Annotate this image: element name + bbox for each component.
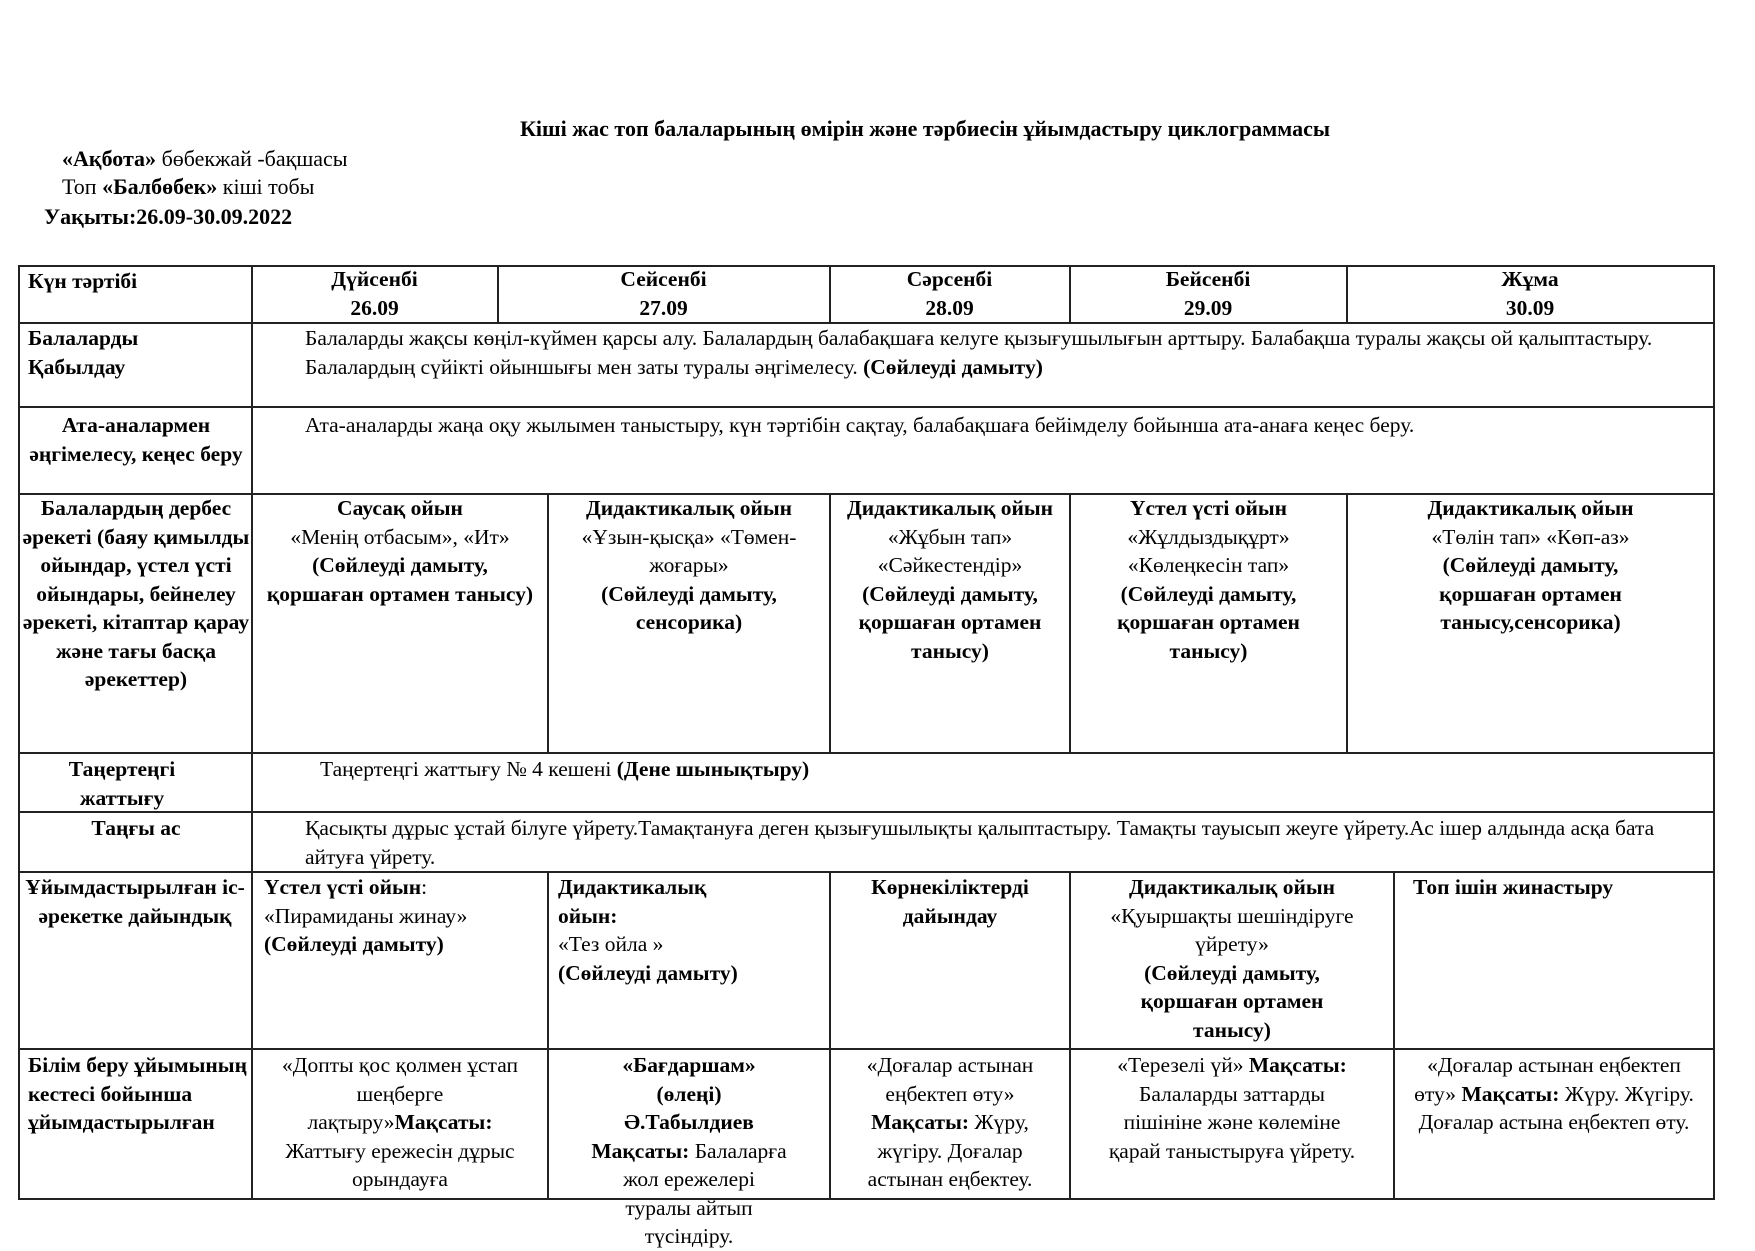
column-divider <box>251 265 253 1200</box>
table-border <box>1713 265 1715 1200</box>
preparation-wednesday: Көрнекіліктерді дайындау <box>871 875 1029 928</box>
schedule-friday <box>1395 1051 1713 1137</box>
activity-head: Саусақ ойын <box>337 496 463 520</box>
activity-area: (Сөйлеуді дамыту, қоршаған ортамен танысу) <box>1140 960 1324 1042</box>
row-label-parents: Ата-аналармен әңгімелесу, кеңес беру <box>29 413 243 466</box>
activity-games: «Жұлдыздықұрт» «Көлеңкесін тап» <box>1127 524 1290 577</box>
kindergarten-suffix: бөбекжай -бақшасы <box>156 146 348 171</box>
lesson-title: «Терезелі үй» <box>1117 1053 1244 1077</box>
day-name: Бейсенбі <box>1165 267 1251 291</box>
parents-text: Ата-аналарды жаңа оқу жылымен таныстыру, күн тәртібін сақтау, балабақшаға бейімделу бойынша ата-анаға кеңес беру. <box>305 413 1415 437</box>
activity-games: «Жұбын тап» «Сәйкестендір» <box>877 524 1023 577</box>
goal-label: Мақсаты: <box>871 1110 970 1134</box>
lesson-title: «Доғалар астынан еңбектеп өту» <box>866 1053 1034 1106</box>
goal-text: Балаларға жол ережелері туралы айтып түсіндіру. <box>623 1138 787 1248</box>
header-monday <box>252 265 497 322</box>
group-name: «Балбөбек» <box>102 174 218 199</box>
preparation-monday <box>264 873 544 959</box>
activity-game: «Пирамиданы жинау» <box>264 903 468 928</box>
day-date: 28.09 <box>925 295 974 320</box>
activity-head: Дидактикалық ойын <box>1128 875 1336 899</box>
day-date: 26.09 <box>350 295 399 320</box>
period: Уақыты:26.09-30.09.2022 <box>44 204 293 229</box>
row-label-independent: Балалардың дербес әрекеті (баяу қимылды ойындар, үстел үсті ойындары, бейнелеу әрекеті, кітаптар қарау және тағы басқа әрекеттер) <box>22 496 250 691</box>
row-label-reception <box>28 324 248 381</box>
reception-description: Балаларды жақсы көңіл-күймен қарсы алу. Балалардың балабақшаға келуге қызығушылығын арттыру. Балабақша туралы жақсы ой қалыптастыру. Балалардың сүйікті ойыншығы мен заты туралы әңгімелесу. <box>305 326 1653 379</box>
schedule-thursday <box>1071 1051 1393 1165</box>
header-friday <box>1347 265 1713 322</box>
day-name: Сейсенбі <box>620 267 707 291</box>
day-date: 29.09 <box>1183 295 1233 320</box>
activity-area: (Сөйлеуді дамыту, қоршаған ортамен танысу) <box>266 553 534 606</box>
cyclogram-table <box>18 265 1715 1248</box>
row-divider <box>18 752 1715 754</box>
day-name: Жұма <box>1501 267 1559 291</box>
activity-area: (Сөйлеуді дамыту, қоршаған ортамен танысу,сенсорика) <box>1439 553 1622 634</box>
group-prefix: Топ <box>62 174 103 199</box>
activity-games: «Ұзын-қысқа» «Төмен-жоғары» <box>581 524 797 577</box>
activity-games: «Төлін тап» «Көп-аз» <box>1431 524 1630 549</box>
row-label-preparation: Ұйымдастырылған іс-әрекетке дайындық <box>25 875 245 928</box>
table-border <box>18 1198 1715 1200</box>
activity-game: «Қуыршақты шешіндіруге үйрету» <box>1110 903 1354 956</box>
group-suffix: кіші тобы <box>217 174 315 199</box>
goal-text: Жүру. Жүгіру. Доғалар астына еңбектеп өту. <box>1418 1081 1694 1134</box>
activity-area: (Сөйлеуді дамыту, қоршаған ортамен танысу) <box>858 581 1042 663</box>
activity-head: Дидактикалық ойын <box>585 496 793 520</box>
kindergarten-name: «Ақбота» <box>62 146 157 171</box>
row-label-schedule: Білім беру ұйымының кестесі бойынша ұйымдастырылған <box>28 1053 247 1134</box>
preparation-tuesday <box>558 873 758 987</box>
kindergarten-line <box>62 146 348 172</box>
activity-area: (Сөйлеуді дамыту) <box>264 932 444 956</box>
row-label-morning-exercise: Таңертеңгі жаттығу <box>68 757 176 810</box>
independent-monday <box>254 494 546 608</box>
header-routine: Күн тәртібі <box>28 269 138 293</box>
activity-colon: : <box>421 875 428 899</box>
independent-tuesday <box>549 494 829 637</box>
goal-text: Балаларды заттарды пішініне және көлеміне қарай таныстыруға үйрету. <box>1108 1081 1356 1163</box>
activity-games: «Менің отбасым», «Ит» <box>290 524 510 549</box>
day-date: 30.09 <box>1505 295 1555 320</box>
activity-area: (Сөйлеуді дамыту, сенсорика) <box>601 581 777 634</box>
row-label-breakfast: Таңғы ас <box>91 816 181 840</box>
group-line <box>62 174 314 200</box>
goal-label: Мақсаты: <box>394 1110 493 1134</box>
activity-area: (Сөйлеуді дамыту) <box>558 960 738 985</box>
lesson-title: «Доғалар астынан еңбектеп өту» <box>1414 1053 1681 1106</box>
reception-area: (Сөйлеуді дамыту) <box>863 354 1043 379</box>
lesson-title: «Бағдаршам» (өлеңі) Ә.Табылдиев <box>622 1053 756 1134</box>
activity-head: Үстел үсті ойын <box>1129 496 1288 520</box>
table-border <box>18 265 20 1200</box>
lesson-title: «Допты қос қолмен ұстап шеңберге лақтыру» <box>282 1053 518 1134</box>
morning-exercise-text <box>320 755 1700 784</box>
label-line: Қабылдау <box>28 354 126 379</box>
header-thursday <box>1070 265 1346 322</box>
activity-game: «Тез ойла » <box>558 932 664 956</box>
preparation-thursday <box>1071 873 1393 1044</box>
activity-head: Дидактикалық ойын: <box>558 875 707 928</box>
day-name: Дүйсенбі <box>331 267 418 291</box>
activity-head: Дидактикалық ойын <box>1427 496 1634 520</box>
label-line: Балаларды <box>28 326 139 350</box>
goal-text: Жаттығу ережесін дұрыс орындауға <box>285 1138 515 1191</box>
goal-label: Мақсаты: <box>1248 1053 1347 1077</box>
row-divider <box>18 811 1715 813</box>
independent-wednesday <box>831 494 1069 665</box>
goal-label: Мақсаты: <box>591 1138 690 1163</box>
activity-head: Үстел үсті ойын <box>264 875 422 899</box>
header-tuesday <box>498 265 829 322</box>
day-date: 27.09 <box>639 295 688 320</box>
breakfast-text: Қасықты дұрыс ұстай білуге үйрету.Тамақтануға деген қызығушылықты қалыптастыру. Тамақты тауысып жеуге үйрету.Ас ішер алдында асқа бата айтуға үйрету. <box>305 816 1655 869</box>
header-wednesday <box>830 265 1069 322</box>
reception-text <box>305 324 1705 381</box>
preparation-friday: Топ ішін жинастыру <box>1413 875 1614 899</box>
goal-label: Мақсаты: <box>1461 1081 1560 1106</box>
independent-friday <box>1348 494 1713 637</box>
schedule-wednesday <box>831 1051 1069 1194</box>
activity-head: Дидактикалық ойын <box>846 496 1054 520</box>
column-divider <box>1393 871 1395 1200</box>
day-name: Сәрсенбі <box>906 267 993 291</box>
exercise-description: Таңертеңгі жаттығу № 4 кешені <box>320 757 617 781</box>
row-divider <box>18 406 1715 408</box>
document-title: Кіші жас топ балаларының өмірін және тәрбиесін ұйымдастыру циклограммасы <box>519 116 1331 141</box>
activity-area: (Сөйлеуді дамыту, қоршаған ортамен танысу) <box>1117 581 1300 663</box>
row-divider <box>18 1048 1715 1050</box>
exercise-area: (Дене шынықтыру) <box>616 757 810 781</box>
schedule-monday <box>254 1051 546 1194</box>
goal-text: Жүру, жүгіру. Доғалар астынан еңбектеу. <box>867 1110 1033 1191</box>
schedule-tuesday <box>549 1051 829 1251</box>
independent-thursday <box>1071 494 1346 665</box>
